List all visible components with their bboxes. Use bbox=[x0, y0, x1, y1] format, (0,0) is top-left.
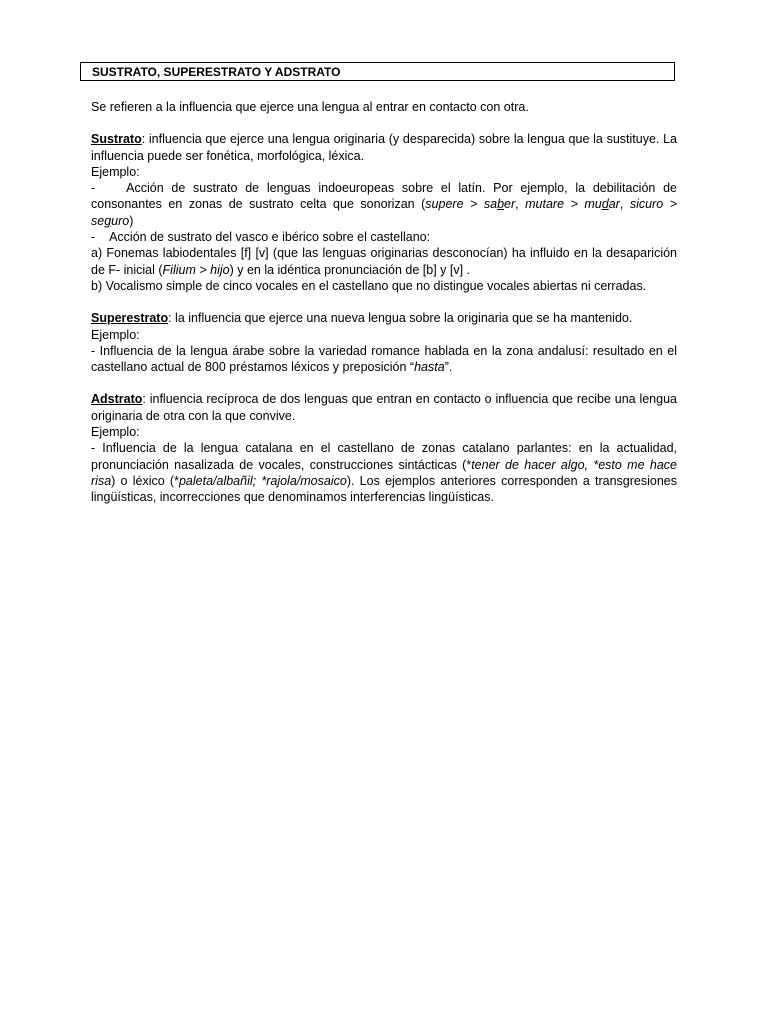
superestrato-definition bbox=[91, 310, 677, 326]
superestrato-term: Superestrato bbox=[91, 311, 169, 326]
intro-text: Se refieren a la influencia que ejerce una lengua al entrar en contacto con otra. bbox=[91, 100, 529, 114]
section-sustrato bbox=[91, 131, 677, 294]
document-page bbox=[91, 62, 677, 506]
sustrato-item-a: a) Fonemas labiodentales [f] [v] (que las lenguas originarias desconocían) ha influido en la desaparición de F- inicial (Filium > hijo) y en la idéntica pronunciación de [b] y [v] . bbox=[91, 246, 677, 277]
superestrato-example-label: Ejemplo: bbox=[91, 327, 140, 342]
sustrato-item-2-text: Acción de sustrato del vasco e ibérico sobre el castellano: bbox=[109, 230, 431, 245]
sustrato-term: Sustrato bbox=[91, 132, 142, 147]
sustrato-item-b: b) Vocalismo simple de cinco vocales en el castellano que no distingue vocales abiertas ni cerradas. bbox=[91, 278, 647, 293]
adstrato-example-label: Ejemplo: bbox=[91, 425, 140, 440]
section-superestrato bbox=[91, 310, 677, 375]
intro-paragraph bbox=[91, 99, 677, 115]
example-catalan-lexicon: paleta/albañil; *rajola/mosaico bbox=[178, 473, 347, 488]
dash: - bbox=[91, 230, 96, 245]
example-sicuro: sicuro > seguro bbox=[91, 197, 677, 228]
example-catalan-syntax: tener de hacer algo, *esto me hace risa bbox=[91, 457, 677, 488]
sustrato-item-1-text: Acción de sustrato de lenguas indoeuropeas sobre el latín. Por ejemplo, la debilitación de consonantes en zonas de sustrato celta que sonorizan ( bbox=[91, 181, 677, 212]
title-box bbox=[80, 62, 675, 81]
sustrato-definition bbox=[91, 131, 677, 164]
adstrato-item: - Influencia de la lengua catalana en el castellano de zonas catalano parlantes: en la actualidad, pronunciación nasalizada de vocales, construcciones sintácticas (*tener de hacer algo, *esto me hace risa) o léxico (*paleta/albañil; *rajola/mosaico). Los ejemplos anteriores corresponden a transgresiones lingüísticas, incorrecciones que denominamos interferencias lingüísticas. bbox=[91, 441, 677, 505]
section-adstrato bbox=[91, 391, 677, 505]
superestrato-definition-text: : la influencia que ejerce una nueva lengua sobre la originaria que se ha mantenido. bbox=[168, 311, 633, 326]
sustrato-item-2 bbox=[91, 229, 677, 245]
sustrato-item-1: - Acción de sustrato de lenguas indoeuropeas sobre el latín. Por ejemplo, la debilitación de consonantes en zonas de sustrato celta que sonorizan (supere > saber, mutare > mudar, sicuro > seguro) bbox=[91, 181, 677, 228]
sustrato-example-label: Ejemplo: bbox=[91, 164, 140, 179]
adstrato-definition bbox=[91, 391, 677, 424]
example-filium: Filium > hijo bbox=[162, 262, 230, 277]
adstrato-definition-text: : influencia recíproca de dos lenguas que entran en contacto o influencia que recibe una lengua originaria de otra con la que convive. bbox=[91, 392, 677, 423]
sustrato-definition-text: : influencia que ejerce una lengua originaria (y desparecida) sobre la lengua que la sustituye. La influencia puede ser fonética, morfológica, léxica. bbox=[91, 132, 677, 163]
adstrato-term: Adstrato bbox=[91, 392, 143, 407]
dash: - bbox=[91, 181, 96, 196]
example-hasta: hasta bbox=[414, 360, 445, 375]
example-supere: supere > saber bbox=[425, 197, 516, 212]
superestrato-item: - Influencia de la lengua árabe sobre la variedad romance hablada en la zona andalusí: resultado en el castellano actual de 800 préstamos léxicos y preposición “hasta”. bbox=[91, 343, 677, 375]
example-mutare: mutare > mudar bbox=[525, 197, 620, 212]
document-title: SUSTRATO, SUPERESTRATO Y ADSTRATO bbox=[92, 65, 341, 79]
